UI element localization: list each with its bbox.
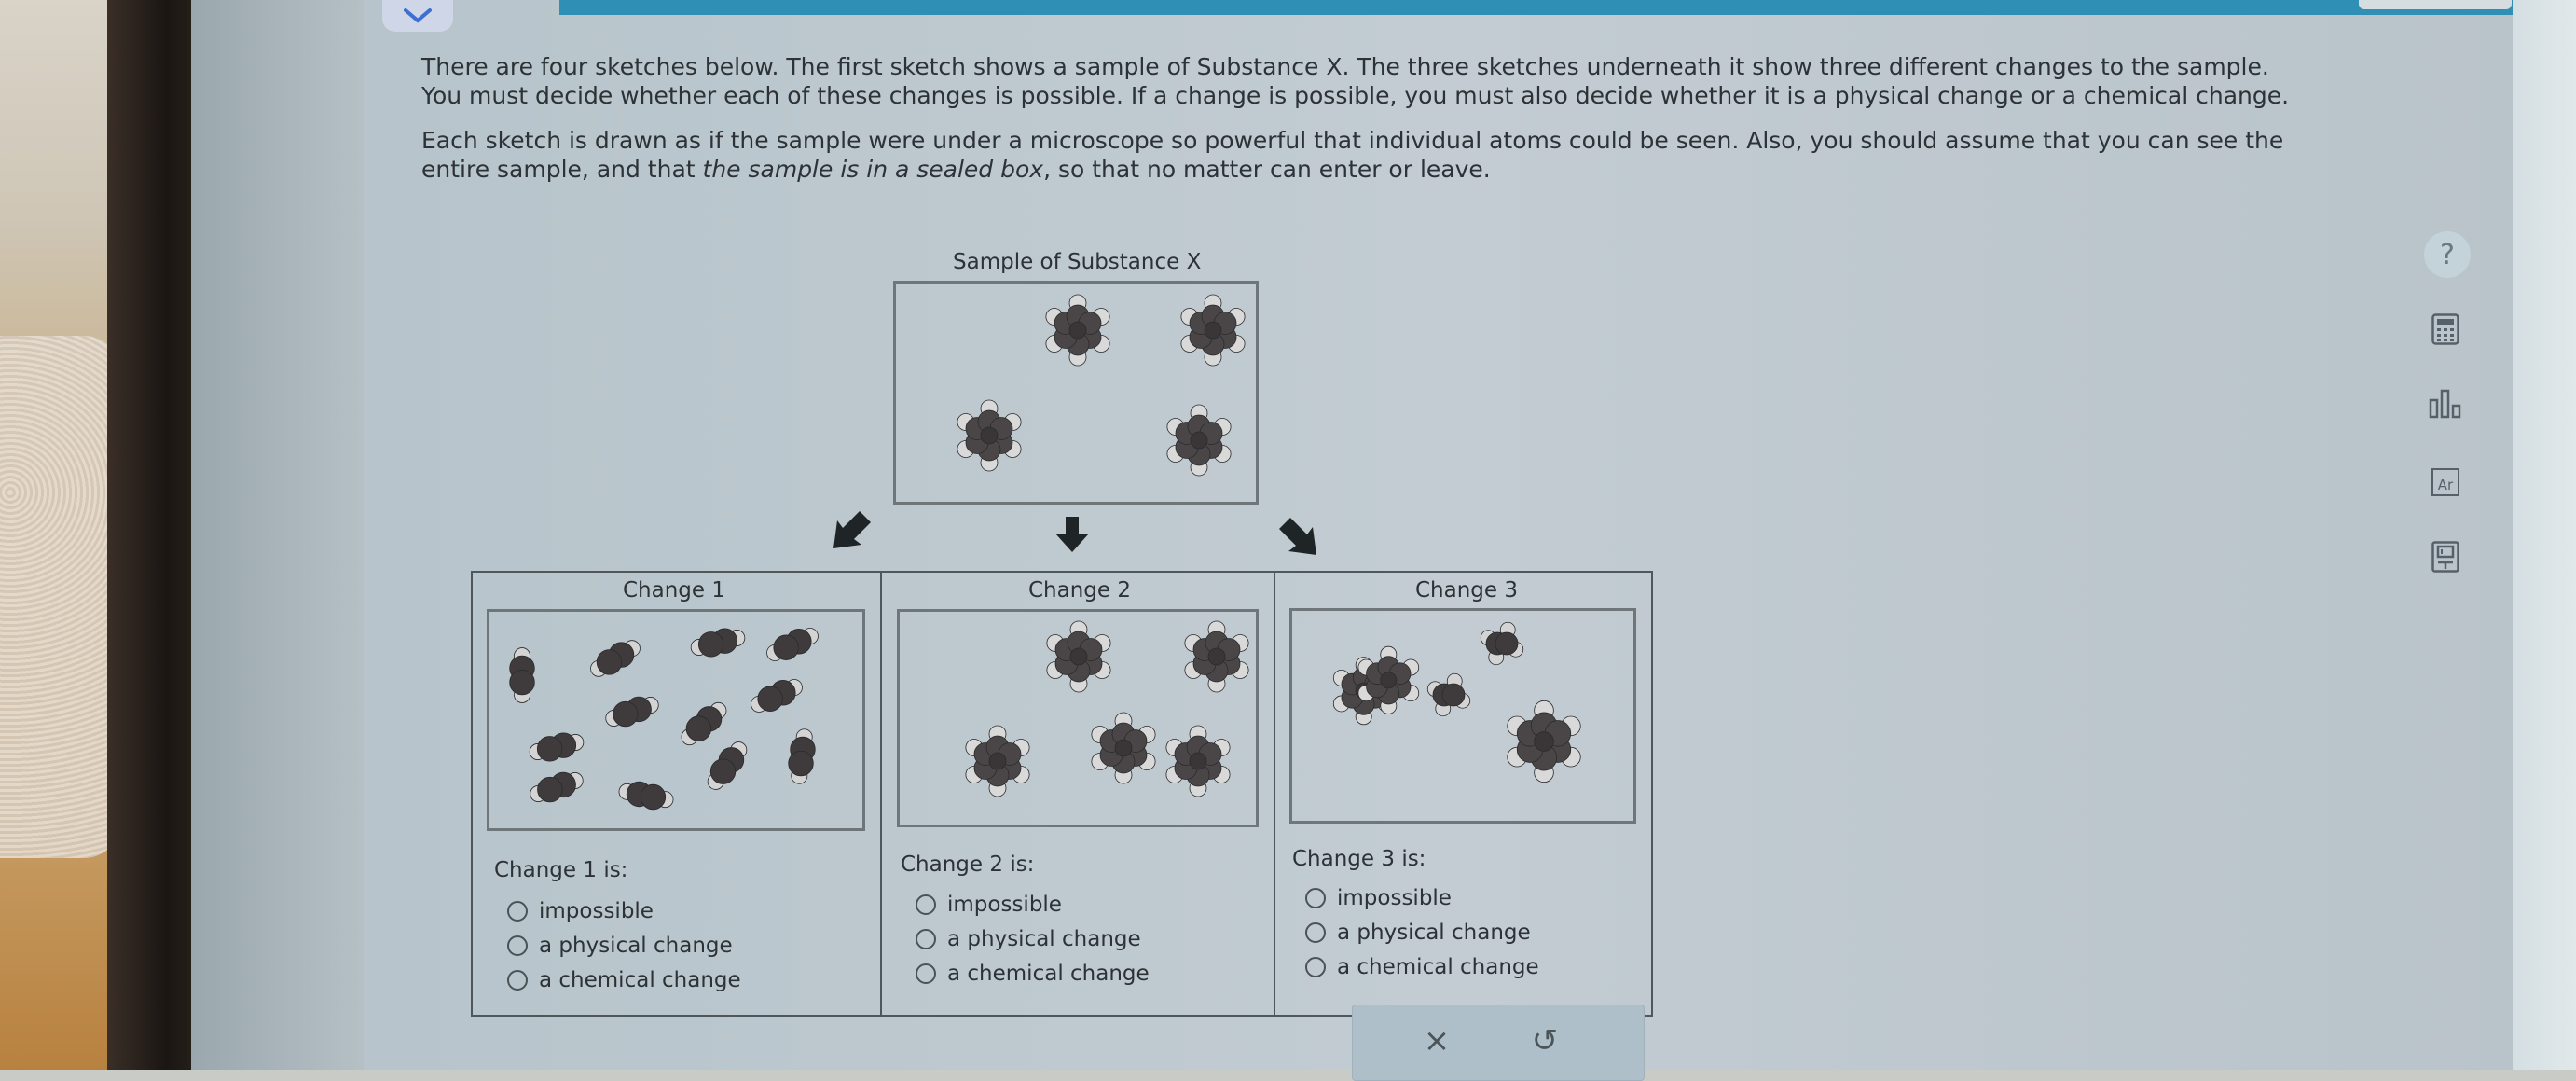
radio-button[interactable] — [916, 894, 936, 915]
molecule — [957, 400, 1021, 471]
instructions-paragraph-1 — [421, 52, 2389, 110]
sample-title: Sample of Substance X — [953, 250, 1202, 274]
molecule — [789, 729, 816, 784]
molecule — [510, 648, 535, 703]
option-label: impossible — [1337, 886, 1452, 910]
radio-button[interactable] — [507, 901, 528, 922]
change-3-box — [1289, 608, 1636, 824]
speaker-object — [0, 336, 121, 858]
molecule — [1047, 621, 1110, 692]
data-chart-button[interactable] — [2424, 382, 2467, 425]
molecule — [1185, 621, 1248, 692]
option-label: a chemical change — [539, 968, 741, 992]
molecule — [751, 680, 803, 713]
sample-molecules — [896, 284, 1256, 502]
radio-button[interactable] — [507, 970, 528, 991]
emphasis-text: the sample is in a sealed box — [702, 156, 1044, 183]
sample-box — [893, 281, 1259, 505]
arrow-down-icon — [1054, 517, 1091, 554]
chevron-down-icon — [402, 7, 434, 25]
option-label: impossible — [947, 893, 1062, 917]
change-3-title: Change 3 — [1415, 578, 1519, 603]
text-span: , so that no matter can enter or leave. — [1043, 156, 1491, 183]
panel-divider — [880, 571, 882, 1017]
option-label: a chemical change — [1337, 955, 1539, 979]
molecule — [1181, 295, 1245, 366]
molecule — [966, 726, 1029, 797]
undo-icon: ↺ — [1531, 1022, 1559, 1060]
clear-button[interactable] — [1409, 1020, 1465, 1061]
change-1-box — [487, 609, 865, 831]
molecule — [606, 697, 658, 727]
change-2-option-chemical[interactable] — [916, 962, 1150, 986]
option-label: a chemical change — [947, 962, 1150, 986]
molecule — [682, 702, 726, 744]
top-bar-pill — [2359, 0, 2512, 9]
change-1-molecules — [489, 612, 862, 828]
molecule — [1092, 713, 1155, 783]
help-icon: ? — [2440, 238, 2455, 271]
radio-button[interactable] — [916, 929, 936, 949]
screen-right-margin — [2513, 0, 2576, 1070]
change-3-option-chemical[interactable] — [1305, 955, 1539, 979]
molecule — [691, 629, 745, 657]
arrow-down-left-icon — [830, 511, 871, 552]
change-1-question: Change 1 is: — [494, 858, 628, 882]
molecule — [1166, 726, 1230, 797]
molecule — [1481, 622, 1522, 664]
change-1-option-impossible[interactable] — [507, 899, 654, 923]
instructions-line: There are four sketches below. The first sketch shows a sample of Substance X. The three sketches underneath it show three different changes to the sample. — [421, 53, 2269, 80]
radio-button[interactable] — [1305, 957, 1326, 977]
periodic-table-button[interactable] — [2424, 461, 2467, 504]
molecule — [1427, 673, 1469, 715]
bar-chart-icon — [2429, 389, 2462, 419]
radio-button[interactable] — [1305, 922, 1326, 943]
help-button[interactable] — [2424, 231, 2471, 278]
instructions-line: Each sketch is drawn as if the sample were under a microscope so powerful that individual atoms could be seen. Also, you should assume that you can see the — [421, 127, 2284, 154]
change-1-option-physical[interactable] — [507, 934, 733, 958]
molecule — [767, 629, 819, 661]
instructions-line: You must decide whether each of these changes is possible. If a change is possible, you must also decide whether it is a physical change or a chemical change. — [421, 82, 2290, 109]
calculator-icon — [2431, 313, 2459, 345]
radio-button[interactable] — [916, 963, 936, 984]
change-3-question: Change 3 is: — [1292, 847, 1426, 871]
option-label: a physical change — [947, 927, 1141, 951]
instructions-paragraph-2 — [421, 126, 2389, 184]
change-2-box — [897, 609, 1259, 827]
option-label: a physical change — [1337, 921, 1531, 945]
change-2-option-impossible[interactable] — [916, 893, 1062, 917]
reference-icon — [2431, 541, 2459, 573]
calculator-button[interactable] — [2424, 308, 2467, 351]
change-2-title: Change 2 — [1028, 578, 1132, 603]
undo-button[interactable] — [1517, 1020, 1573, 1061]
change-3-option-physical[interactable] — [1305, 921, 1531, 945]
radio-button[interactable] — [1305, 888, 1326, 908]
arrow-down-right-icon — [1279, 518, 1320, 559]
change-3-molecules — [1292, 611, 1633, 821]
option-label: impossible — [539, 899, 654, 923]
molecule — [591, 641, 641, 677]
molecule — [1167, 405, 1231, 476]
panel-divider — [1274, 571, 1275, 1017]
molecule — [1046, 295, 1109, 366]
molecule — [530, 733, 584, 761]
radio-button[interactable] — [507, 935, 528, 956]
close-icon: × — [1423, 1022, 1451, 1060]
text-span: entire sample, and that — [421, 156, 703, 183]
collapse-toggle[interactable] — [382, 0, 453, 32]
molecule — [530, 772, 583, 802]
periodic-table-icon — [2431, 468, 2459, 496]
reference-button[interactable] — [2424, 535, 2467, 578]
top-accent-bar — [559, 0, 2513, 15]
molecule — [708, 742, 747, 790]
change-2-option-physical[interactable] — [916, 927, 1141, 951]
change-1-title: Change 1 — [623, 578, 726, 603]
change-3-option-impossible[interactable] — [1305, 886, 1452, 910]
periodic-table-label: Ar — [2437, 477, 2454, 493]
molecule — [619, 782, 673, 810]
instructions-line — [421, 155, 2389, 184]
change-2-question: Change 2 is: — [901, 852, 1035, 877]
change-2-molecules — [900, 612, 1256, 825]
molecule — [1508, 700, 1580, 782]
change-1-option-chemical[interactable] — [507, 968, 741, 992]
screen-left-margin — [191, 0, 368, 1070]
option-label: a physical change — [539, 934, 733, 958]
